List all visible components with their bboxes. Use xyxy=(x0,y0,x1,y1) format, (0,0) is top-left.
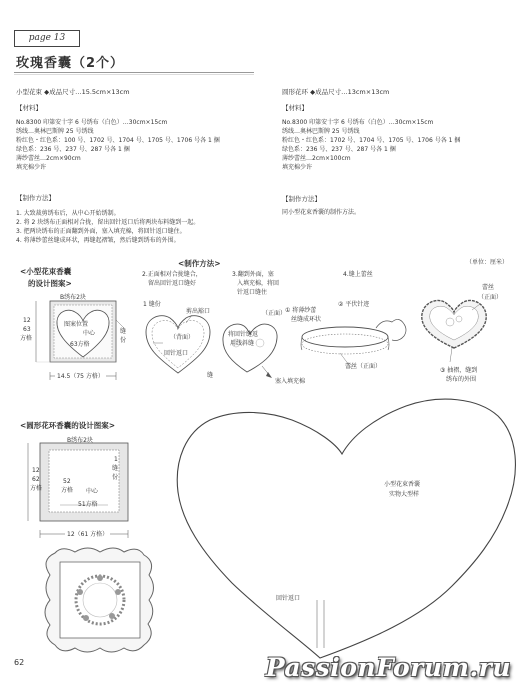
page-title: 玫瑰香囊（2个） xyxy=(16,56,125,71)
right-method-text: 同小型花束香囊的制作方法。 xyxy=(282,209,361,216)
step4-label: 4.缝上蕾丝 xyxy=(343,271,373,278)
return-opening-label: 回针返口 xyxy=(164,350,189,357)
seam-allowance-label: 1 缝份 xyxy=(143,301,161,308)
return-sew-label-2: 用线斜缝 xyxy=(230,340,255,347)
material-line: 薄纱蕾丝…2cm×90cm xyxy=(16,155,81,162)
lace-right-label: 蕾丝 xyxy=(482,284,495,291)
lace-right-label-2: （正面） xyxy=(478,294,503,301)
step2-label-2: 留出回针返口缝好 xyxy=(148,280,197,287)
right-spec-heading: 圆形花环 ◆成品尺寸…13cm×13cm xyxy=(282,88,390,96)
square-inner-count: 51方格 xyxy=(78,501,98,508)
square-fabric-label: B绣布2块 xyxy=(67,437,93,444)
step2-heart xyxy=(146,315,210,373)
method-step: 2. 将 2 块绣布正面相对合拢，留出回针返口后将两块布料缝到一起。 xyxy=(16,219,200,226)
big-heart-return-label: 回针返口 xyxy=(276,595,301,602)
lace-front-label: 蕾丝（正面） xyxy=(345,363,382,370)
square-center-unit: 方格 xyxy=(61,487,74,494)
lace-step2: ② 平伏针迹 xyxy=(338,301,370,308)
material-line: 填充棉少许 xyxy=(16,164,47,171)
heart-fabric-label: B绣布2块 xyxy=(60,294,86,301)
page-tab: page 13 xyxy=(14,30,80,47)
right-method-title: 【制作方法】 xyxy=(282,195,321,203)
square-design-title: <圆形花环香囊的设计图案> xyxy=(20,421,116,430)
heart-seam-label: 缝份 xyxy=(120,328,127,344)
method-step: 4. 将薄纱蕾丝缝成环状，再缝起褶皱，然后缝到绣布的外围。 xyxy=(16,237,180,244)
material-line: 绣线…奥林巴斯牌 25 号绣线 xyxy=(16,128,94,135)
lace-step3: ③ 抽褶，缝到 xyxy=(440,367,478,374)
square-design-frame xyxy=(28,443,128,538)
material-line: 薄纱蕾丝…2cm×100cm xyxy=(282,155,351,162)
square-height-unit: 方格 xyxy=(30,485,43,492)
material-line: 粉红色・红色系：100 号、1702 号、1704 号、1705 号、1706 号各 1 捆 xyxy=(16,137,220,144)
method-title: 【制作方法】 xyxy=(16,194,55,202)
lace-step1: ① 将薄纱蕾 xyxy=(285,307,317,314)
notch-label: 剪出豁口 xyxy=(186,308,211,315)
watermark: PassionForum.ru xyxy=(265,653,511,682)
heart-inner-count: 63方格 xyxy=(70,341,90,348)
left-materials-title: 【材料】 xyxy=(16,104,42,112)
square-width-dim: 12（61 方格） xyxy=(67,531,109,538)
lace-step1-2: 丝缝成环状 xyxy=(291,316,322,323)
heart-height-count: 63 xyxy=(23,326,31,333)
right-materials-title: 【材料】 xyxy=(282,104,308,112)
step3-label-2: 入填充棉，将回 xyxy=(237,280,280,287)
heart-design-title: <小型花束香囊 xyxy=(20,267,72,276)
step3-label: 3.翻到外面，塞 xyxy=(232,271,274,278)
heart-width-dim: 14.5（75 方格） xyxy=(57,373,104,380)
big-heart-template xyxy=(177,399,515,658)
lace-step3-2: 绣布的外围 xyxy=(446,376,477,383)
square-height-dim: 12 xyxy=(32,467,40,474)
material-line: No.8300 印第安十字 6 号绣布（白色）…30cm×15cm xyxy=(282,119,434,126)
material-line: 绿色系：236 号、237 号、287 号各 1 捆 xyxy=(16,146,130,153)
back-side-label: （背面） xyxy=(170,334,195,341)
heart-height-unit: 方格 xyxy=(20,335,33,342)
front-side-label: （正面） xyxy=(262,310,287,317)
heart-height-dim: 12 xyxy=(23,317,31,324)
heart-center-mark: 中心 xyxy=(83,330,96,337)
big-heart-label-2: 实物大型样 xyxy=(389,491,420,498)
material-line: No.8300 印第安十字 6 号绣布（白色）…30cm×15cm xyxy=(16,119,168,126)
sew-label: 缝 xyxy=(207,372,214,379)
square-center-height: 52 xyxy=(63,478,71,485)
big-heart-label: 小型花束香囊 xyxy=(384,481,421,488)
return-sew-label: 将回针缝返 xyxy=(228,331,259,338)
heart-design-title-2: 的设计图案> xyxy=(28,279,72,288)
page-number: 62 xyxy=(14,658,25,667)
square-sachet-illustration xyxy=(45,548,154,652)
method-step: 1. 大致裁剪绣布后，从中心开始绣制。 xyxy=(16,210,120,217)
step3-label-3: 针返口缝住 xyxy=(237,289,268,296)
material-line: 绿色系：236 号、237 号、287 号各 1 捆 xyxy=(282,146,396,153)
left-spec-heading: 小型花束 ◆成品尺寸…15.5cm×13cm xyxy=(16,88,130,96)
square-seam-num: 1 xyxy=(114,456,118,463)
stuff-label: 塞入填充棉 xyxy=(275,378,306,385)
material-line: 粉红色・红色系：1702 号、1704 号、1705 号、1706 号各 1 捆 xyxy=(282,137,461,144)
material-line: 绣线…奥林巴斯牌 25 号绣线 xyxy=(282,128,360,135)
heart-center-position: 图案位置 xyxy=(64,321,89,328)
step2-label: 2.正面相对合拢缝合， xyxy=(142,271,202,278)
unit-label: （单位：厘米） xyxy=(466,259,509,266)
square-seam-label: 缝份 xyxy=(112,465,119,481)
lace-heart xyxy=(422,300,486,362)
steps-title: <制作方法> xyxy=(178,259,221,268)
square-center-mark: 中心 xyxy=(86,488,99,495)
square-height-count: 62 xyxy=(32,476,40,483)
material-line: 填充棉少许 xyxy=(282,164,313,171)
method-step: 3. 把两块绣布的正面翻到外面，塞入填充棉，将回针返口缝住。 xyxy=(16,228,186,235)
